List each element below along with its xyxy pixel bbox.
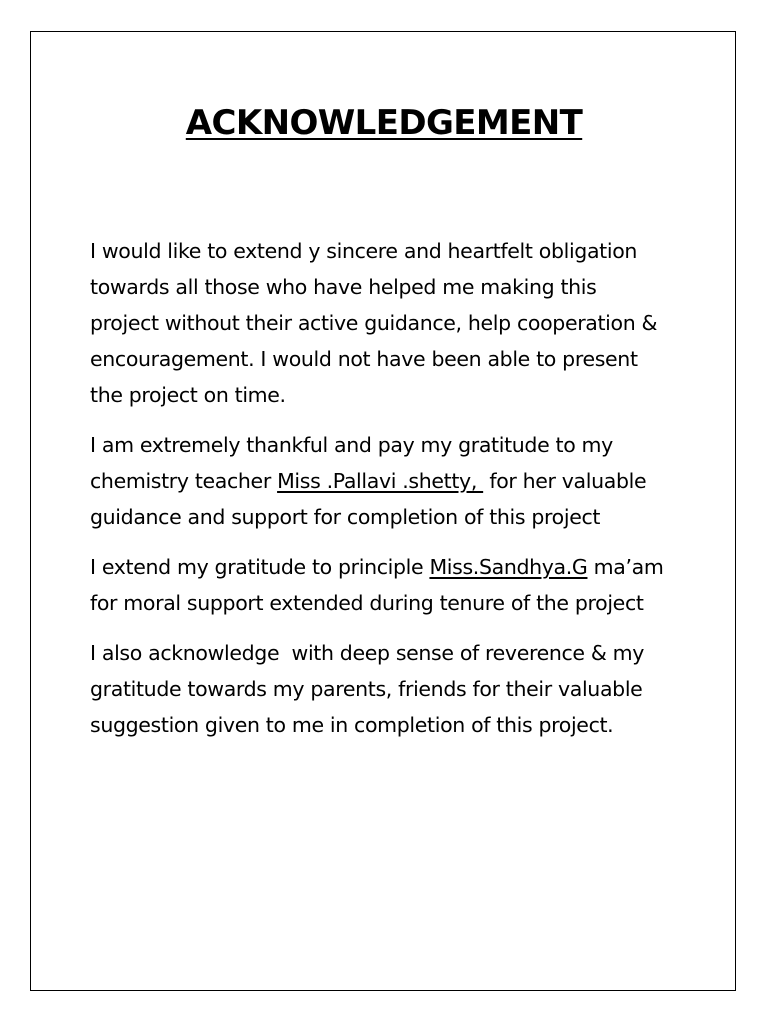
text-line: gratitude towards my parents, friends for their valuable xyxy=(90,677,643,701)
text-line: the project on time. xyxy=(90,383,286,407)
page-title xyxy=(0,98,768,148)
text-line: for her valuable xyxy=(483,469,647,493)
text-line: chemistry teacher xyxy=(90,469,278,493)
text-line: guidance and support for completion of this project xyxy=(90,505,601,529)
paragraph-intro xyxy=(90,233,700,413)
text-line: encouragement. I would not have been able to present xyxy=(90,347,638,371)
text-line: I extend my gratitude to principle xyxy=(90,555,430,579)
text-line: I am extremely thankful and pay my gratitude to my xyxy=(90,433,613,457)
paragraph-family xyxy=(90,635,700,743)
paragraph-teacher xyxy=(90,427,700,535)
text-line: I also acknowledge with deep sense of reverence & my xyxy=(90,641,645,665)
teacher-name: Miss .Pallavi .shetty, xyxy=(277,469,484,493)
principal-name: Miss.Sandhya.G xyxy=(429,555,588,579)
document-body xyxy=(90,233,700,757)
text-line: project without their active guidance, help cooperation & xyxy=(90,311,658,335)
text-line: ma’am xyxy=(587,555,664,579)
text-line: suggestion given to me in completion of this project. xyxy=(90,713,614,737)
title-text: ACKNOWLEDGEMENT xyxy=(185,103,583,143)
text-line: towards all those who have helped me making this xyxy=(90,275,597,299)
paragraph-principal xyxy=(90,549,700,621)
text-line: I would like to extend y sincere and heartfelt obligation xyxy=(90,239,638,263)
text-line: for moral support extended during tenure of the project xyxy=(90,591,644,615)
